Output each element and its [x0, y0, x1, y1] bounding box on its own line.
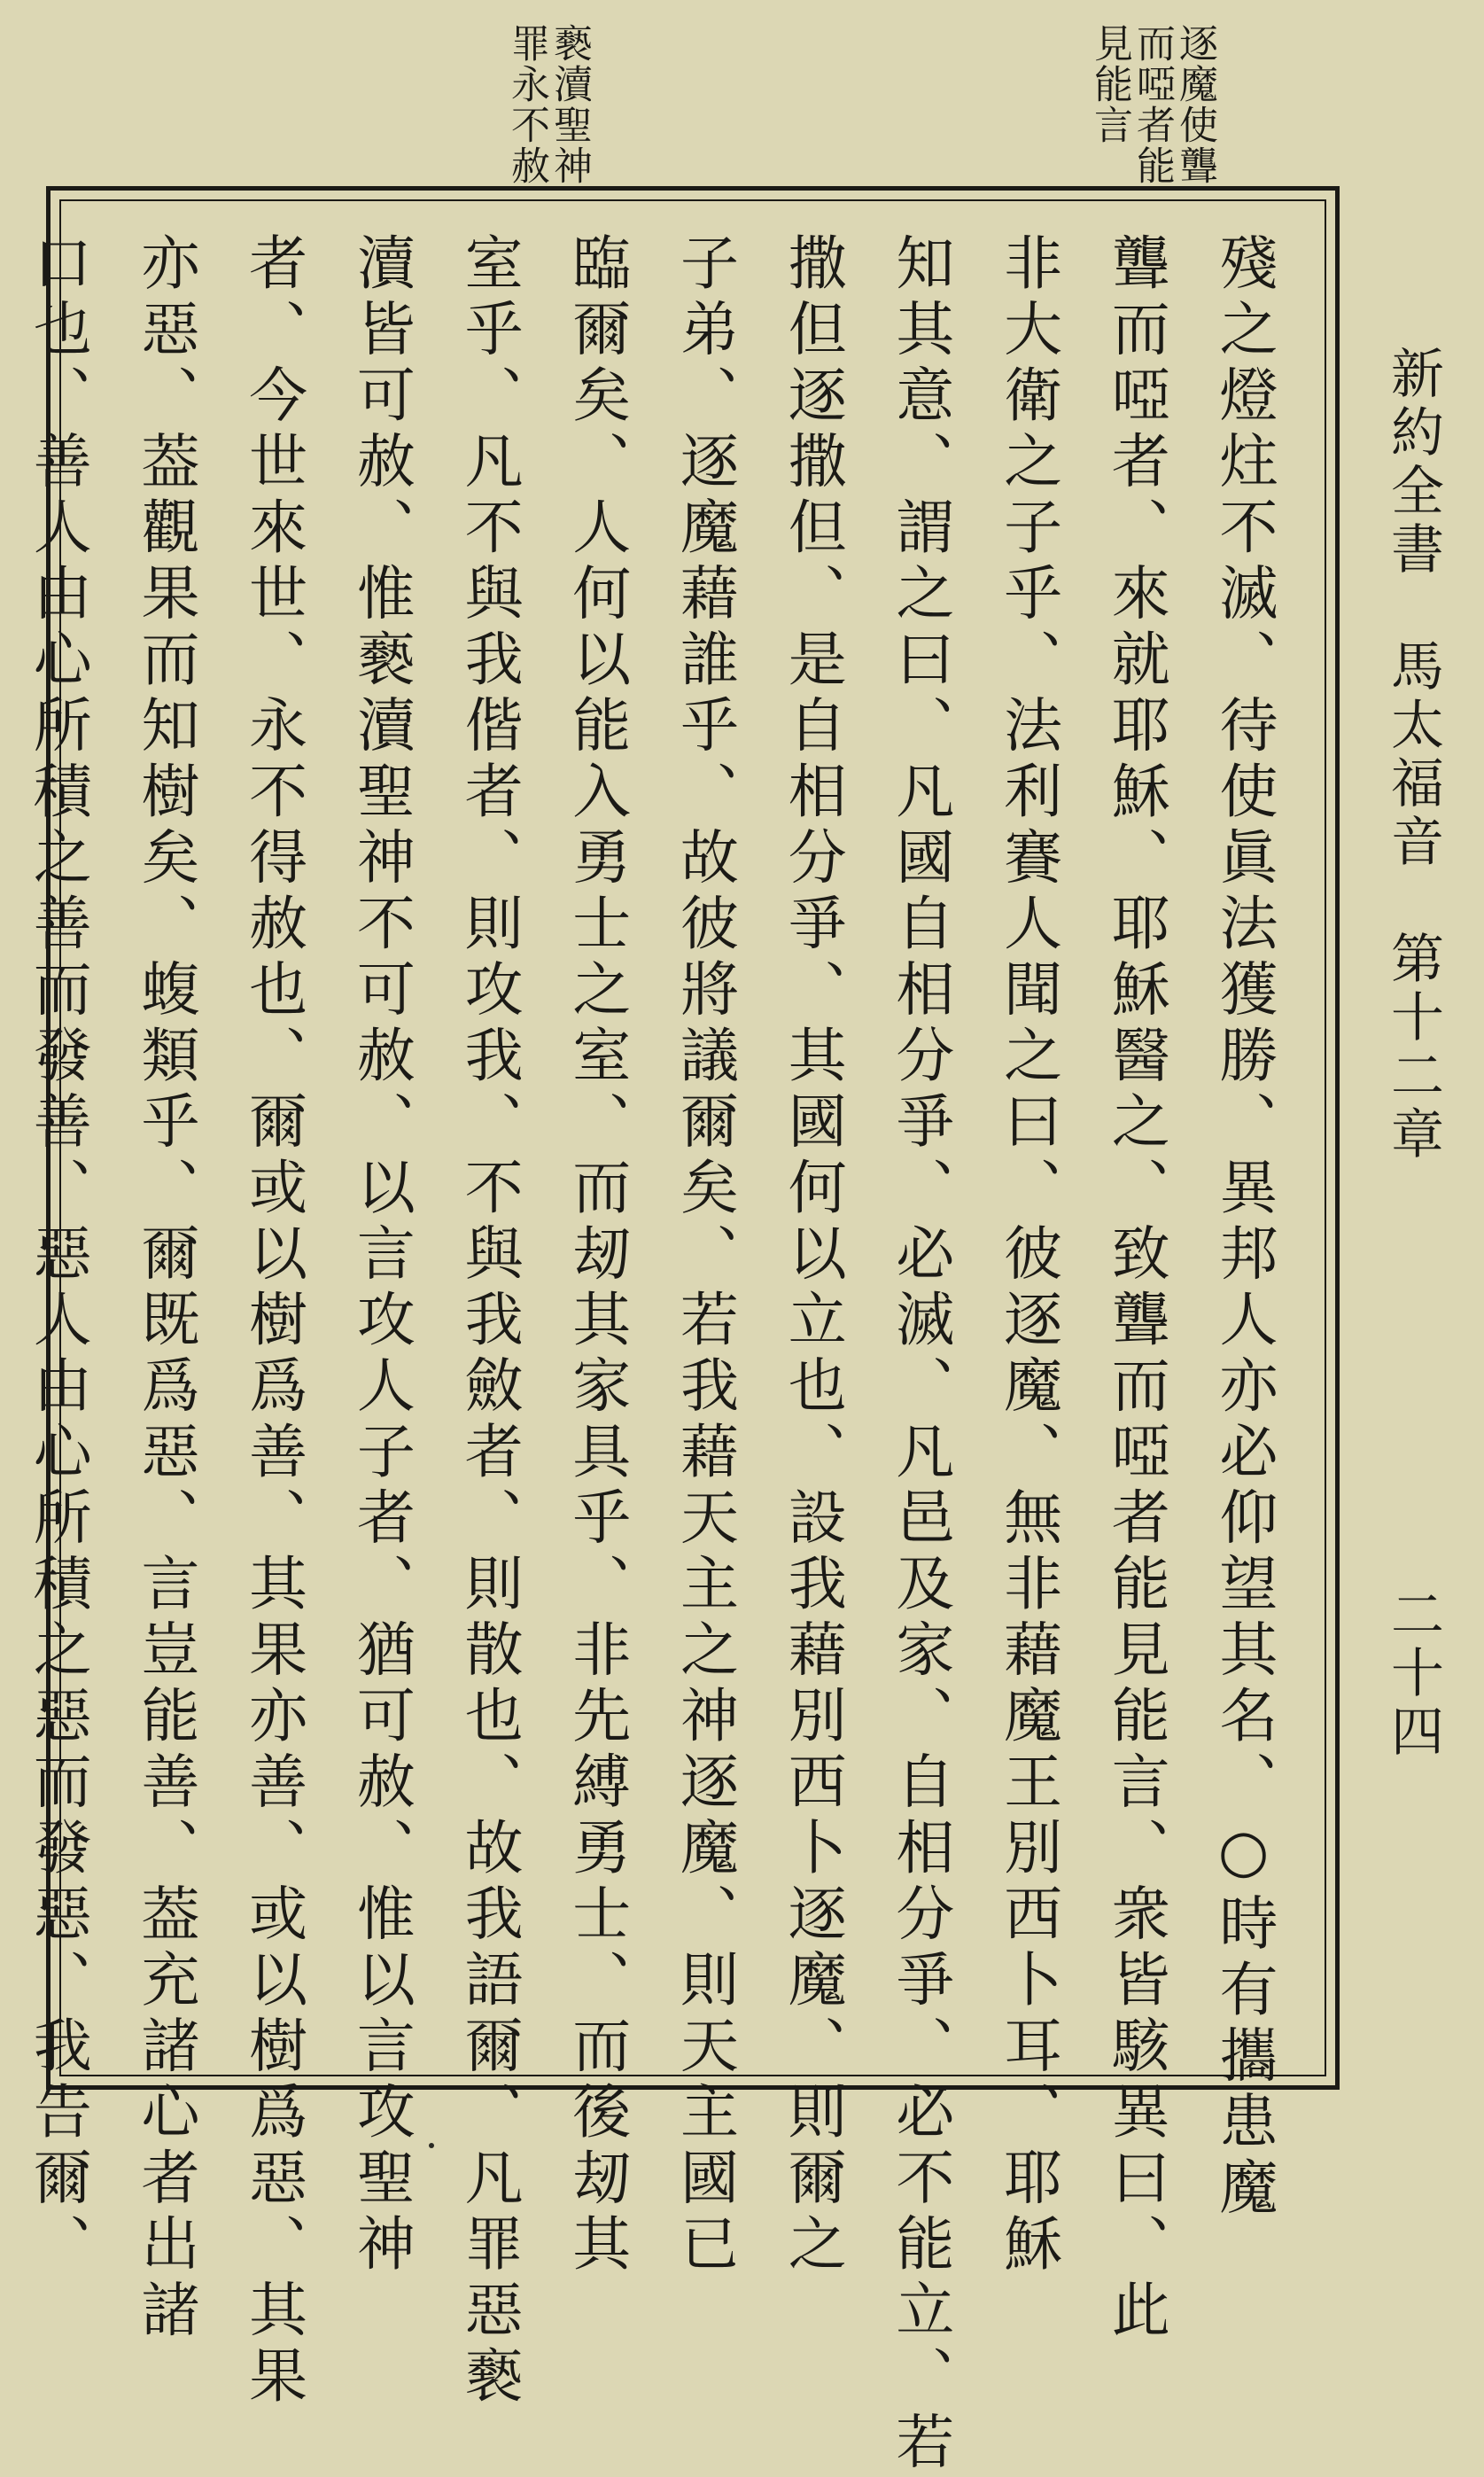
- margin-note-blasphemy: 褻瀆聖神罪永不赦: [504, 23, 592, 186]
- text-column-9: 瀆皆可赦、惟褻瀆聖神不可赦、以言攻人子者、猶可赦、惟以言攻聖神: [346, 232, 416, 2279]
- text-column-12: 口也、善人由心所積之善而發善、惡人由心所積之惡而發惡、我告爾、: [23, 232, 92, 2279]
- text-column-7: 臨爾矣、人何以能入勇士之室、而刼其家具乎、非先縛勇士、而後刼其: [562, 232, 631, 2279]
- print-speck: [429, 2143, 434, 2148]
- margin-note-exorcism: 逐魔使聾而啞者能見能言: [1087, 23, 1217, 186]
- text-column-8: 室乎、凡不與我偕者、則攻我、不與我斂者、則散也、故我語爾、凡罪惡褻: [455, 232, 524, 2411]
- text-column-6: 子弟、逐魔藉誰乎、故彼將議爾矣、若我藉天主之神逐魔、則天主國已: [670, 232, 739, 2279]
- running-header: 新約全書 馬太福音 第十二章: [1382, 346, 1444, 1165]
- scripture-text: [23, 232, 1297, 2477]
- text-column-4: 知其意、謂之曰、凡國自相分爭、必滅、凡邑及家、自相分爭、必不能立、若: [885, 232, 954, 2477]
- text-column-10: 者、今世來世、永不得赦也、爾或以樹爲善、其果亦善、或以樹爲惡、其果: [238, 232, 307, 2411]
- text-column-1: 殘之燈炷不滅、待使眞法獲勝、異邦人亦必仰望其名、○時有攜患魔: [1209, 232, 1278, 2223]
- text-column-3: 非大衛之子乎、法利賽人聞之曰、彼逐魔、無非藉魔王別西卜耳、耶穌: [993, 232, 1062, 2279]
- text-column-2: 聾而啞者、來就耶穌、耶穌醫之、致聾而啞者能見能言、衆皆駭異曰、此: [1101, 232, 1170, 2345]
- text-column-11: 亦惡、葢觀果而知樹矣、蝮類乎、爾既爲惡、言豈能善、葢充諸心者出諸: [130, 232, 199, 2345]
- text-column-5: 撒但逐撒但、是自相分爭、其國何以立也、設我藉別西卜逐魔、則爾之: [778, 232, 847, 2279]
- page-number: 二十四: [1382, 1586, 1444, 1762]
